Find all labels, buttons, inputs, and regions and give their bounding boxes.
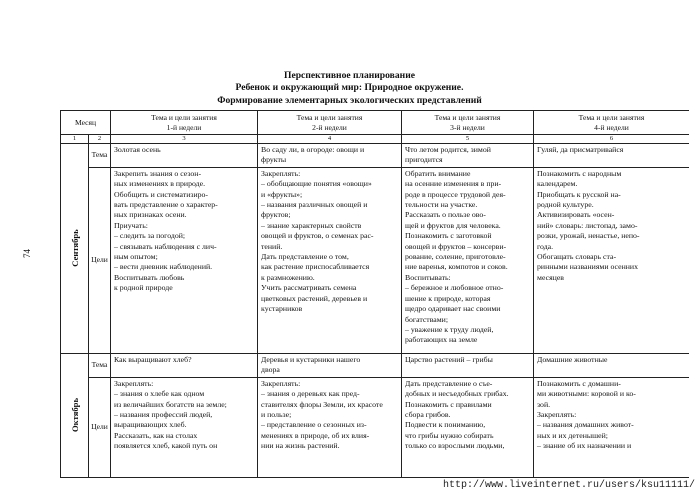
text-line: нии на жизнь растений. — [261, 441, 340, 451]
text-line: к размножению. — [261, 272, 315, 282]
text-line: Познакомить с домашни- — [537, 378, 621, 388]
text-line: – названия профессий людей, — [114, 410, 213, 420]
text-line: Подвести к пониманию, — [405, 420, 486, 430]
header-week-4-line-1: Тема и цели занятия — [578, 113, 645, 123]
text-line: Рассказать о пользе ово- — [405, 210, 486, 220]
text-line: Золотая осень — [114, 145, 161, 154]
month-cell-october — [61, 353, 89, 477]
text-line: богатствами; — [405, 314, 449, 324]
header-week-4-line-2: 4-й недели — [594, 122, 629, 132]
title-line-1: Перспективное планирование — [284, 70, 415, 81]
text-line: Закреплять: — [114, 378, 154, 388]
planning-table-wrapper — [60, 110, 689, 494]
goals-cell — [258, 167, 402, 353]
month-label: Октябрь — [69, 398, 80, 433]
goals-cell — [534, 167, 689, 353]
text-line: шение к природе, которая — [405, 293, 491, 303]
text-line: Как выращивают хлеб? — [114, 354, 192, 364]
header-week-1 — [111, 111, 258, 135]
text-line: – знание об их назначении и — [537, 441, 632, 451]
text-line: Обратить внимание — [405, 168, 471, 178]
column-number: 4 — [258, 135, 402, 144]
text-line: Рассказать, как на столах — [114, 430, 198, 440]
text-line: – знания о хлебе как одном — [114, 389, 205, 399]
topic-label: Тема — [89, 353, 111, 377]
text-line: родной культуре. — [537, 200, 594, 210]
text-line: ринными названиями осенних — [537, 262, 638, 272]
text-line: к родной природе — [114, 283, 173, 293]
column-number-row — [61, 135, 690, 144]
text-line: ных изменениях в природе. — [114, 179, 206, 189]
header-week-1-line-1: Тема и цели занятия — [151, 113, 217, 123]
planning-table — [60, 110, 689, 478]
month-label: Сентябрь — [69, 229, 80, 268]
october-goals-row — [61, 377, 690, 477]
header-week-2-line-1: Тема и цели занятия — [296, 113, 363, 123]
text-line: двора — [261, 365, 280, 375]
text-line: работающих на земле — [405, 335, 478, 345]
goals-cell — [402, 167, 534, 353]
header-week-3-line-2: 3-й недели — [450, 122, 485, 132]
text-line: зой. — [537, 399, 551, 409]
text-line: Познакомить с народным — [537, 168, 622, 178]
text-line: тений. — [261, 241, 283, 251]
text-line: ми животными: коровой и ко- — [537, 389, 636, 399]
text-line: только со взрослыми людьми, — [405, 441, 505, 451]
text-line: фруктов; — [261, 210, 291, 220]
text-line: ний» словарь: листопад, замо- — [537, 220, 638, 230]
text-line: ных и их детенышей; — [537, 430, 608, 440]
header-week-2-line-2: 2-й недели — [312, 122, 347, 132]
text-line: – знание характерных свойств — [261, 220, 362, 230]
header-week-3 — [402, 111, 534, 135]
text-line: – знания о деревьях как пред- — [261, 389, 360, 399]
text-line: Обогащать словарь ста- — [537, 252, 617, 262]
text-line: овощей и фруктов, о семенах рас- — [261, 231, 374, 241]
text-line: – вести дневник наблюдений. — [114, 262, 213, 272]
september-topic-row — [61, 144, 690, 168]
text-line: Дать представление о том, — [261, 252, 349, 262]
topic-cell — [258, 144, 402, 168]
text-line: – бережное и любовное отно- — [405, 283, 504, 293]
topic-cell — [111, 144, 258, 168]
column-number: 3 — [111, 135, 258, 144]
source-watermark: http://www.liveinternet.ru/users/ksu11111/ — [442, 480, 695, 491]
document-titles — [0, 70, 699, 107]
text-line: роде в процессе трудовой дея- — [405, 189, 506, 199]
topic-cell — [258, 353, 402, 377]
topic-cell — [402, 144, 534, 168]
text-line: что грибы нужно собирать — [405, 430, 494, 440]
goals-label: Цели — [89, 377, 111, 477]
header-week-2 — [258, 111, 402, 135]
text-line: появляется хлеб, какой путь он — [114, 441, 218, 451]
text-line: розки, урожай, ненастье, непо- — [537, 231, 640, 241]
text-line: Воспитывать: — [405, 272, 451, 282]
text-line: добных и несъедобных грибах. — [405, 389, 509, 399]
text-line: ставителях флоры Земли, их красоте — [261, 399, 383, 409]
header-month: Месяц — [61, 111, 111, 135]
page-number: 74 — [22, 249, 32, 258]
text-line: Закреплять: — [261, 168, 301, 178]
text-line: Домашние животные — [537, 354, 608, 364]
text-line: Приучать: — [114, 220, 148, 230]
text-line: тельности на участке. — [405, 200, 478, 210]
text-line: пригодится — [405, 155, 443, 165]
column-number: 1 — [61, 135, 89, 144]
text-line: Деревья и кустарники нашего — [261, 354, 361, 364]
text-line: Что летом родится, зимой — [405, 145, 491, 154]
text-line: – связывать наблюдения с лич- — [114, 241, 217, 251]
text-line: календарем. — [537, 179, 578, 189]
column-number: 2 — [89, 135, 111, 144]
text-line: Активизировать «осен- — [537, 210, 615, 220]
text-line: на осенние изменения в при- — [405, 179, 502, 189]
text-line: и пользе; — [261, 410, 292, 420]
september-goals-row — [61, 167, 690, 353]
text-line: Учить рассматривать семена — [261, 283, 357, 293]
column-number: 6 — [534, 135, 689, 144]
text-line: Дать представление о съе- — [405, 378, 493, 388]
topic-cell — [402, 353, 534, 377]
goals-cell — [111, 167, 258, 353]
text-line: Обобщить и систематизиро- — [114, 189, 209, 199]
text-line: Познакомить с правилами — [405, 399, 492, 409]
text-line: рование, соление, приготовле- — [405, 252, 506, 262]
goals-cell — [534, 377, 689, 477]
topic-cell — [111, 353, 258, 377]
text-line: – следить за погодой; — [114, 231, 186, 241]
goals-cell — [258, 377, 402, 477]
text-line: как растение приспосабливается — [261, 262, 370, 272]
text-line: Закреплять: — [537, 410, 577, 420]
text-line: Закреплять: — [261, 378, 301, 388]
text-line: щей и фруктов для человека. — [405, 220, 501, 230]
text-line: месяцев — [537, 272, 564, 282]
title-line-3: Формирование элементарных экологических представлений — [217, 94, 482, 106]
text-line: и «фрукты»; — [261, 189, 303, 199]
topic-cell — [534, 353, 689, 377]
title-line-2: Ребенок и окружающий мир: Природное окружение. — [235, 82, 464, 94]
text-line: Царство растений – грибы — [405, 354, 493, 364]
header-week-1-line-2: 1-й недели — [166, 122, 202, 132]
text-line: – представление о сезонных из- — [261, 420, 367, 430]
text-line: ных признаках осени. — [114, 210, 187, 220]
text-line: сбора грибов. — [405, 410, 451, 420]
text-line: ние варенья, компотов и соков. — [405, 262, 508, 272]
text-line: года. — [537, 241, 554, 251]
header-row — [61, 111, 690, 135]
header-week-3-line-1: Тема и цели занятия — [434, 113, 501, 123]
text-line: из величайших богатств на земле; — [114, 399, 227, 409]
goals-cell — [111, 377, 258, 477]
topic-label: Тема — [89, 144, 111, 168]
header-week-4 — [534, 111, 689, 135]
text-line: Познакомить с заготовкой — [405, 231, 492, 241]
text-line: Во саду ли, в огороде: овощи и — [261, 145, 365, 154]
text-line: цветковых растений, деревьев и — [261, 293, 368, 303]
text-line: – обобщающие понятия «овощи» — [261, 179, 372, 189]
text-line: выращивающих хлеб. — [114, 420, 187, 430]
text-line: фрукты — [261, 155, 287, 165]
text-line: ным опытом; — [114, 252, 158, 262]
text-line: Гуляй, да присматривайся — [537, 145, 624, 154]
column-number: 5 — [402, 135, 534, 144]
october-topic-row — [61, 353, 690, 377]
text-line: вать представление о характер- — [114, 200, 218, 210]
text-line: Закрепить знания о сезон- — [114, 168, 202, 178]
month-cell-september — [61, 144, 89, 354]
text-line: – уважение к труду людей, — [405, 324, 494, 334]
text-line: менениях в природе, об их влия- — [261, 430, 370, 440]
goals-cell — [402, 377, 534, 477]
text-line: Воспитывать любовь — [114, 272, 185, 282]
text-line: щедро одаривает нас своими — [405, 304, 501, 314]
text-line: Приобщать к русской на- — [537, 189, 621, 199]
text-line: овощей и фруктов – консерви- — [405, 241, 507, 251]
text-line: – названия различных овощей и — [261, 200, 368, 210]
text-line: кустарников — [261, 304, 303, 314]
goals-label: Цели — [89, 167, 111, 353]
topic-cell — [534, 144, 689, 168]
text-line: – названия домашних живот- — [537, 420, 634, 430]
